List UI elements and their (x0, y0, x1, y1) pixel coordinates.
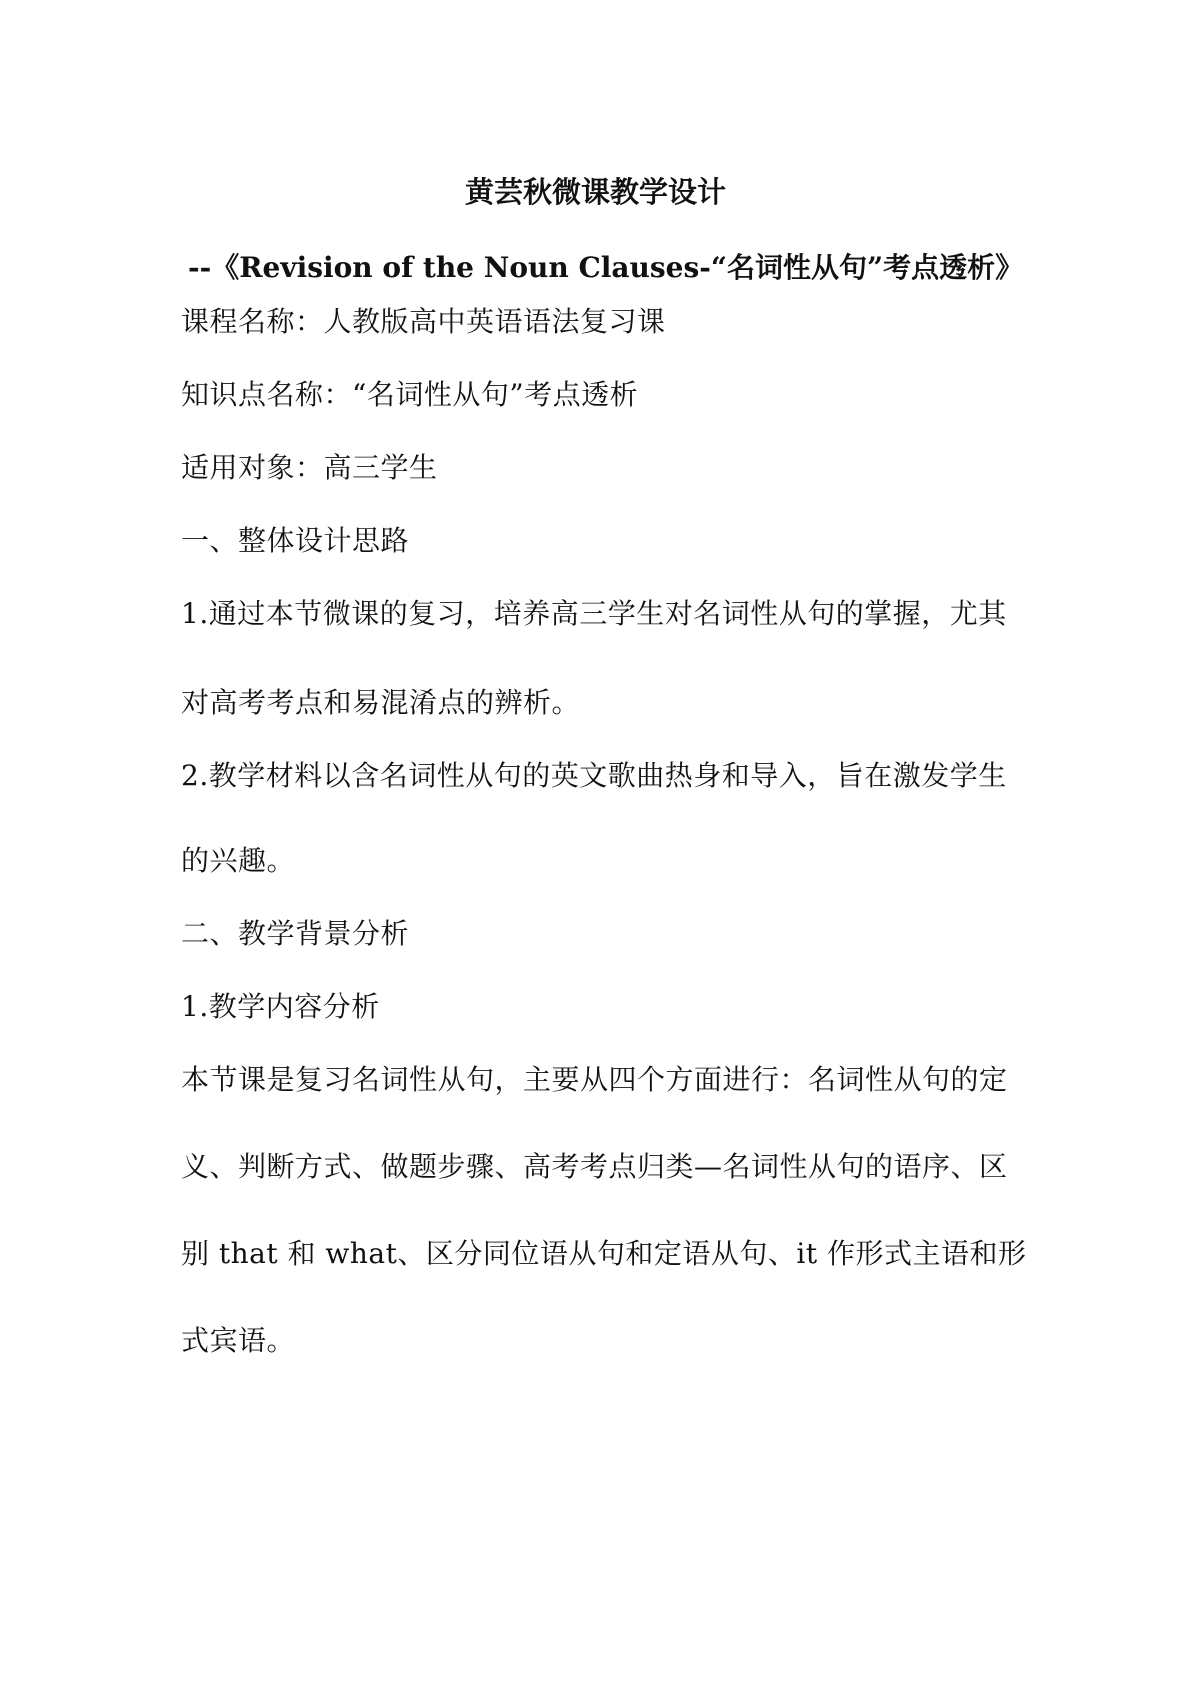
document-title: 黄芸秋微课教学设计 (464, 175, 726, 209)
course-name: 课程名称：人教版高中英语语法复习课 (181, 305, 666, 338)
section2-paragraph-line1: 本节课是复习名词性从句，主要从四个方面进行：名词性从句的定 (181, 1063, 1008, 1096)
section1-item2-line2: 的兴趣。 (181, 844, 296, 877)
section2-subheading: 1.教学内容分析 (181, 990, 380, 1023)
section2-heading: 二、教学背景分析 (181, 917, 410, 950)
section2-paragraph-line4: 式宾语。 (181, 1324, 296, 1357)
section2-paragraph-line2: 义、判断方式、做题步骤、高考考点归类—名词性从句的语序、区 (181, 1150, 1008, 1183)
target-audience: 适用对象：高三学生 (181, 451, 438, 484)
document-subtitle: --《Revision of the Noun Clauses-“名词性从句”考点透析》 (188, 251, 1024, 284)
section1-item1-line2: 对高考考点和易混淆点的辨析。 (181, 686, 581, 719)
section1-item1-line1: 1.通过本节微课的复习，培养高三学生对名词性从句的掌握，尤其 (181, 597, 1007, 630)
section1-heading: 一、整体设计思路 (181, 524, 410, 557)
knowledge-point: 知识点名称：“名词性从句”考点透析 (181, 378, 639, 411)
section1-item2-line1: 2.教学材料以含名词性从句的英文歌曲热身和导入，旨在激发学生 (181, 759, 1007, 792)
section2-paragraph-line3: 别 that 和 what、区分同位语从句和定语从句、it 作形式主语和形 (181, 1237, 1027, 1270)
